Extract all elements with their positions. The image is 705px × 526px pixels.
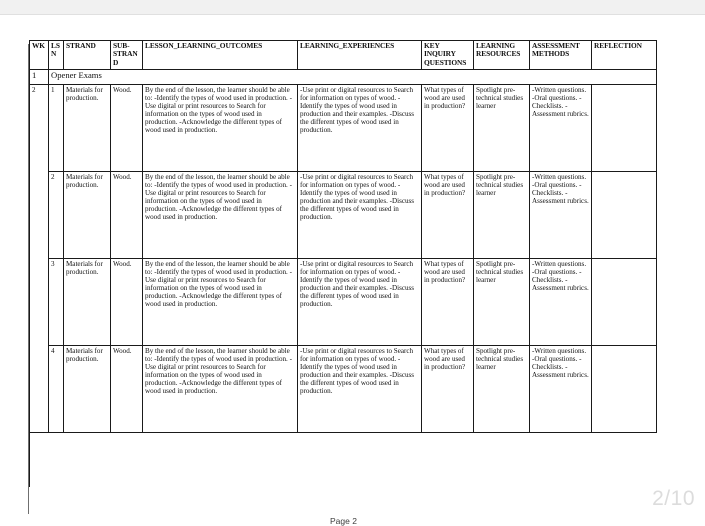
column-header-reflection: REFLECTION — [592, 41, 657, 70]
column-header-sub-strand: SUB-STRAND — [111, 41, 143, 70]
cell-lsn: 4 — [49, 346, 64, 433]
column-header-learning-resources: LEARNING RESOURCES — [474, 41, 530, 70]
cell-wk: 1 — [30, 70, 49, 85]
cell-learning-resources: Spotlight pre-technical studies learner — [474, 259, 530, 346]
cell-key-inquiry-questions: What types of wood are used in production? — [422, 172, 474, 259]
cell-sub-strand: Wood. — [111, 346, 143, 433]
column-header-lsn: LSN — [49, 41, 64, 70]
cell-learning-experiences: -Use print or digital resources to Search for information on types of wood. -Identify the types of wood used in production and their examples. -Discuss the different types of wood used in production. — [298, 259, 422, 346]
cell-reflection — [592, 85, 657, 172]
cell-reflection — [592, 259, 657, 346]
cell-empty — [64, 433, 111, 488]
cell-empty — [592, 433, 657, 488]
cell-lesson-learning-outcomes: By the end of the lesson, the learner should be able to: -Identify the types of wood used in production. -Use digital or print resources to Search for information on the types of wood used in production. -Acknowledge the different types of wood used in production. — [143, 172, 298, 259]
cell-assessment-methods: -Written questions. -Oral questions. -Checklists. -Assessment rubrics. — [530, 172, 592, 259]
cell-lsn: 1 — [49, 85, 64, 172]
table-row-empty — [30, 433, 657, 488]
cell-key-inquiry-questions: What types of wood are used in production? — [422, 259, 474, 346]
cell-empty — [474, 433, 530, 488]
table-header-row — [30, 41, 657, 70]
cell-lsn: 2 — [49, 172, 64, 259]
column-header-key-inquiry-questions: KEY INQUIRY QUESTIONS — [422, 41, 474, 70]
cell-strand: Materials for production. — [64, 172, 111, 259]
cell-assessment-methods: -Written questions. -Oral questions. -Checklists. -Assessment rubrics. — [530, 259, 592, 346]
table-row — [30, 259, 657, 346]
cell-empty — [143, 433, 298, 488]
column-header-learning-experiences: LEARNING_EXPERIENCES — [298, 41, 422, 70]
cell-wk: 2 — [30, 85, 49, 433]
cell-empty — [530, 433, 592, 488]
cell-lesson-learning-outcomes: By the end of the lesson, the learner should be able to: -Identify the types of wood used in production. -Use digital or print resources to Search for information on the types of wood used in production. -Acknowledge the different types of wood used in production. — [143, 259, 298, 346]
cell-key-inquiry-questions: What types of wood are used in production? — [422, 346, 474, 433]
cell-assessment-methods: -Written questions. -Oral questions. -Checklists. -Assessment rubrics. — [530, 85, 592, 172]
cell-strand: Materials for production. — [64, 346, 111, 433]
cell-key-inquiry-questions: What types of wood are used in production? — [422, 85, 474, 172]
cell-learning-experiences: -Use print or digital resources to Search for information on types of wood. -Identify the types of wood used in production and their examples. -Discuss the different types of wood used in production. — [298, 85, 422, 172]
cell-lsn: 3 — [49, 259, 64, 346]
scheme-of-work-table — [29, 40, 657, 488]
cell-learning-resources: Spotlight pre-technical studies learner — [474, 85, 530, 172]
cell-empty — [49, 433, 64, 488]
cell-learning-resources: Spotlight pre-technical studies learner — [474, 172, 530, 259]
table-row-opener — [30, 70, 657, 85]
viewer-gap — [0, 15, 705, 22]
cell-assessment-methods: -Written questions. -Oral questions. -Checklists. -Assessment rubrics. — [530, 346, 592, 433]
column-header-assessment-methods: ASSESSMENT METHODS — [530, 41, 592, 70]
column-header-lesson-learning-outcomes: LESSON_LEARNING_OUTCOMES — [143, 41, 298, 70]
cell-reflection — [592, 172, 657, 259]
cell-lesson-learning-outcomes: By the end of the lesson, the learner should be able to: -Identify the types of wood used in production. -Use digital or print resources to Search for information on the types of wood used in production. -Acknowledge the different types of wood used in production. — [143, 85, 298, 172]
table-row — [30, 172, 657, 259]
column-header-wk: WK — [30, 41, 49, 70]
cell-opener-exams: Opener Exams — [49, 70, 657, 85]
cell-sub-strand: Wood. — [111, 172, 143, 259]
cell-empty — [30, 433, 49, 488]
table-row — [30, 85, 657, 172]
cell-learning-resources: Spotlight pre-technical studies learner — [474, 346, 530, 433]
cell-learning-experiences: -Use print or digital resources to Search for information on types of wood. -Identify the types of wood used in production and their examples. -Discuss the different types of wood used in production. — [298, 172, 422, 259]
cell-strand: Materials for production. — [64, 259, 111, 346]
page-footer-label: Page 2 — [330, 516, 357, 526]
cell-learning-experiences: -Use print or digital resources to Search for information on types of wood. -Identify the types of wood used in production and their examples. -Discuss the different types of wood used in production. — [298, 346, 422, 433]
column-header-strand: STRAND — [64, 41, 111, 70]
cell-lesson-learning-outcomes: By the end of the lesson, the learner should be able to: -Identify the types of wood used in production. -Use digital or print resources to Search for information on the types of wood used in production. -Acknowledge the different types of wood used in production. — [143, 346, 298, 433]
cell-sub-strand: Wood. — [111, 259, 143, 346]
table-row — [30, 346, 657, 433]
cell-sub-strand: Wood. — [111, 85, 143, 172]
cell-reflection — [592, 346, 657, 433]
cell-empty — [111, 433, 143, 488]
page-counter-overlay: 2/10 — [652, 487, 695, 510]
cell-strand: Materials for production. — [64, 85, 111, 172]
viewer-top-bar — [0, 0, 705, 15]
document-page — [0, 22, 705, 526]
cell-empty — [422, 433, 474, 488]
cell-empty — [298, 433, 422, 488]
